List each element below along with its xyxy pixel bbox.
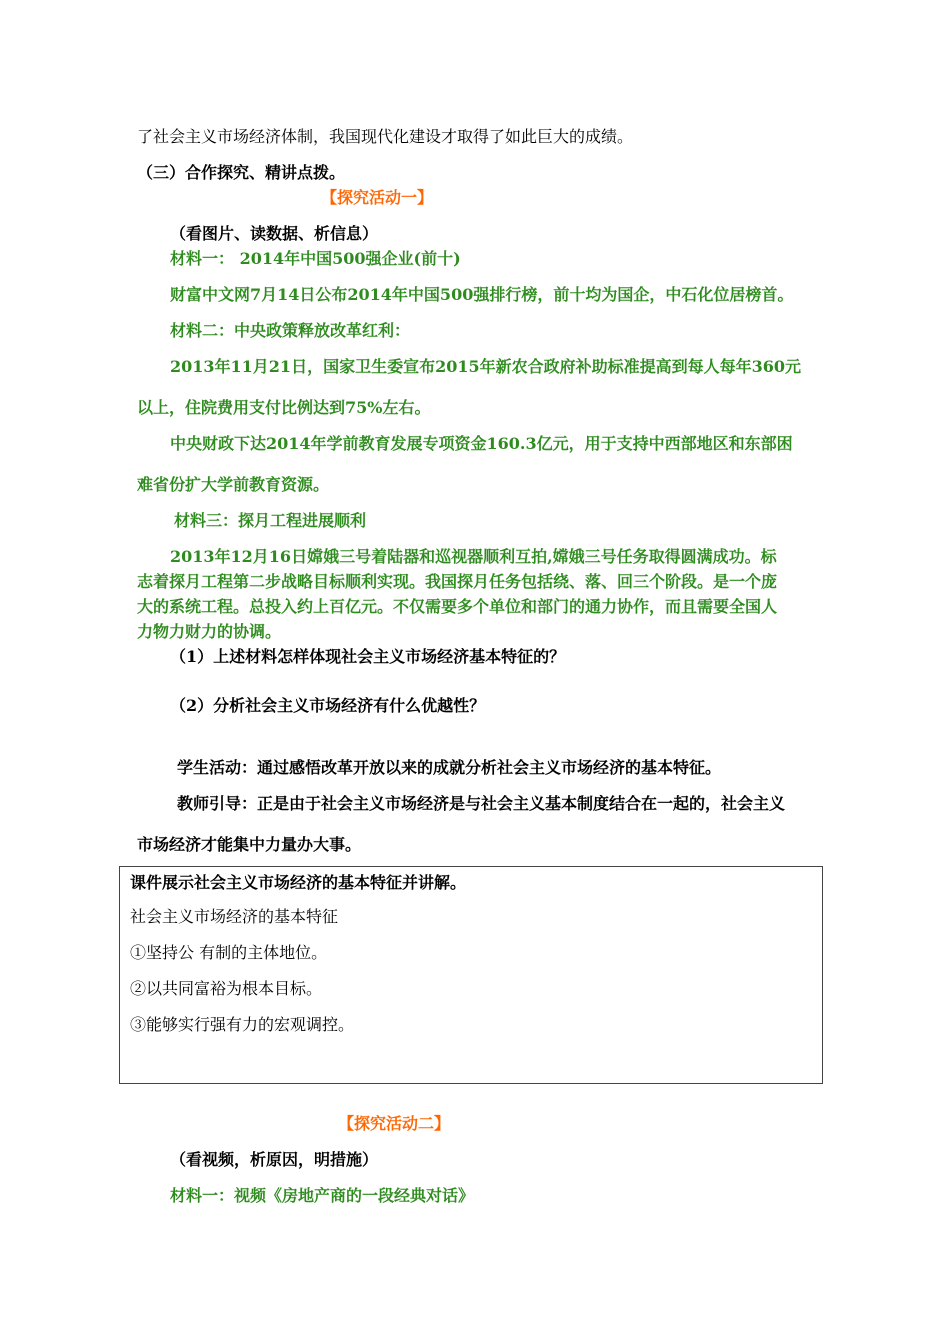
question2: （2）分析社会主义市场经济有什么优越性？ [170,696,486,715]
box-item-3: ③能够实行强有力的宏观调控。 [130,1015,355,1034]
box-item-2: ②以共同富裕为根本目标。 [130,979,323,998]
material1-title: 材料一： 2014年中国500强企业(前十) [170,249,461,268]
student-activity: 学生活动：通过感悟改革开放以来的成就分析社会主义市场经济的基本特征。 [177,758,722,777]
material2-p2-line1: 中央财政下达2014年学前教育发展专项资金160.3亿元，用于支持中西部地区和东部困 [170,434,793,453]
material3-line2: 志着探月工程第二步战略目标顺利实现。我国探月任务包括绕、落、回三个阶段。是一个庞 [137,572,778,591]
material3-line3: 大的系统工程。总投入约上百亿元。不仅需要多个单位和部门的通力协作，而且需要全国人 [137,597,778,616]
activity2-title: 【探究活动二】 [338,1114,451,1133]
material2-title: 材料二：中央政策释放改革红利： [170,321,411,340]
question1: （1）上述材料怎样体现社会主义市场经济基本特征的？ [170,647,566,666]
activity2-material1: 材料一：视频《房地产商的一段经典对话》 [170,1186,475,1205]
section-title: （三）合作探究、精讲点拨。 [137,163,346,182]
material1-text: 财富中文网7月14日公布2014年中国500强排行榜，前十均为国企，中石化位居榜首。 [170,285,794,304]
activity1-subtitle: （看图片、读数据、析信息） [170,224,379,243]
courseware-box [119,866,823,1084]
activity2-subtitle: （看视频，析原因，明措施） [170,1150,379,1169]
activity1-title: 【探究活动一】 [321,188,434,207]
box-heading: 课件展示社会主义市场经济的基本特征并讲解。 [130,873,467,892]
teacher-guide-line2: 市场经济才能集中力量办大事。 [137,835,362,854]
box-subheading: 社会主义市场经济的基本特征 [130,907,339,926]
material2-p1-line1: 2013年11月21日，国家卫生委宣布2015年新农合政府补助标准提高到每人每年360元 [170,357,801,376]
material3-line1: 2013年12月16日嫦娥三号着陆器和巡视器顺利互拍,嫦娥三号任务取得圆满成功。标 [170,547,777,566]
material3-title: 材料三：探月工程进展顺利 [174,511,367,530]
material2-p1-line2: 以上，住院费用支付比例达到75%左右。 [137,398,431,417]
material3-line4: 力物力财力的协调。 [137,622,282,641]
box-item-1: ①坚持公 有制的主体地位。 [130,943,328,962]
teacher-guide-line1: 教师引导：正是由于社会主义市场经济是与社会主义基本制度结合在一起的，社会主义 [177,794,786,813]
intro-line: 了社会主义市场经济体制，我国现代化建设才取得了如此巨大的成绩。 [137,127,634,146]
material2-p2-line2: 难省份扩大学前教育资源。 [137,475,330,494]
